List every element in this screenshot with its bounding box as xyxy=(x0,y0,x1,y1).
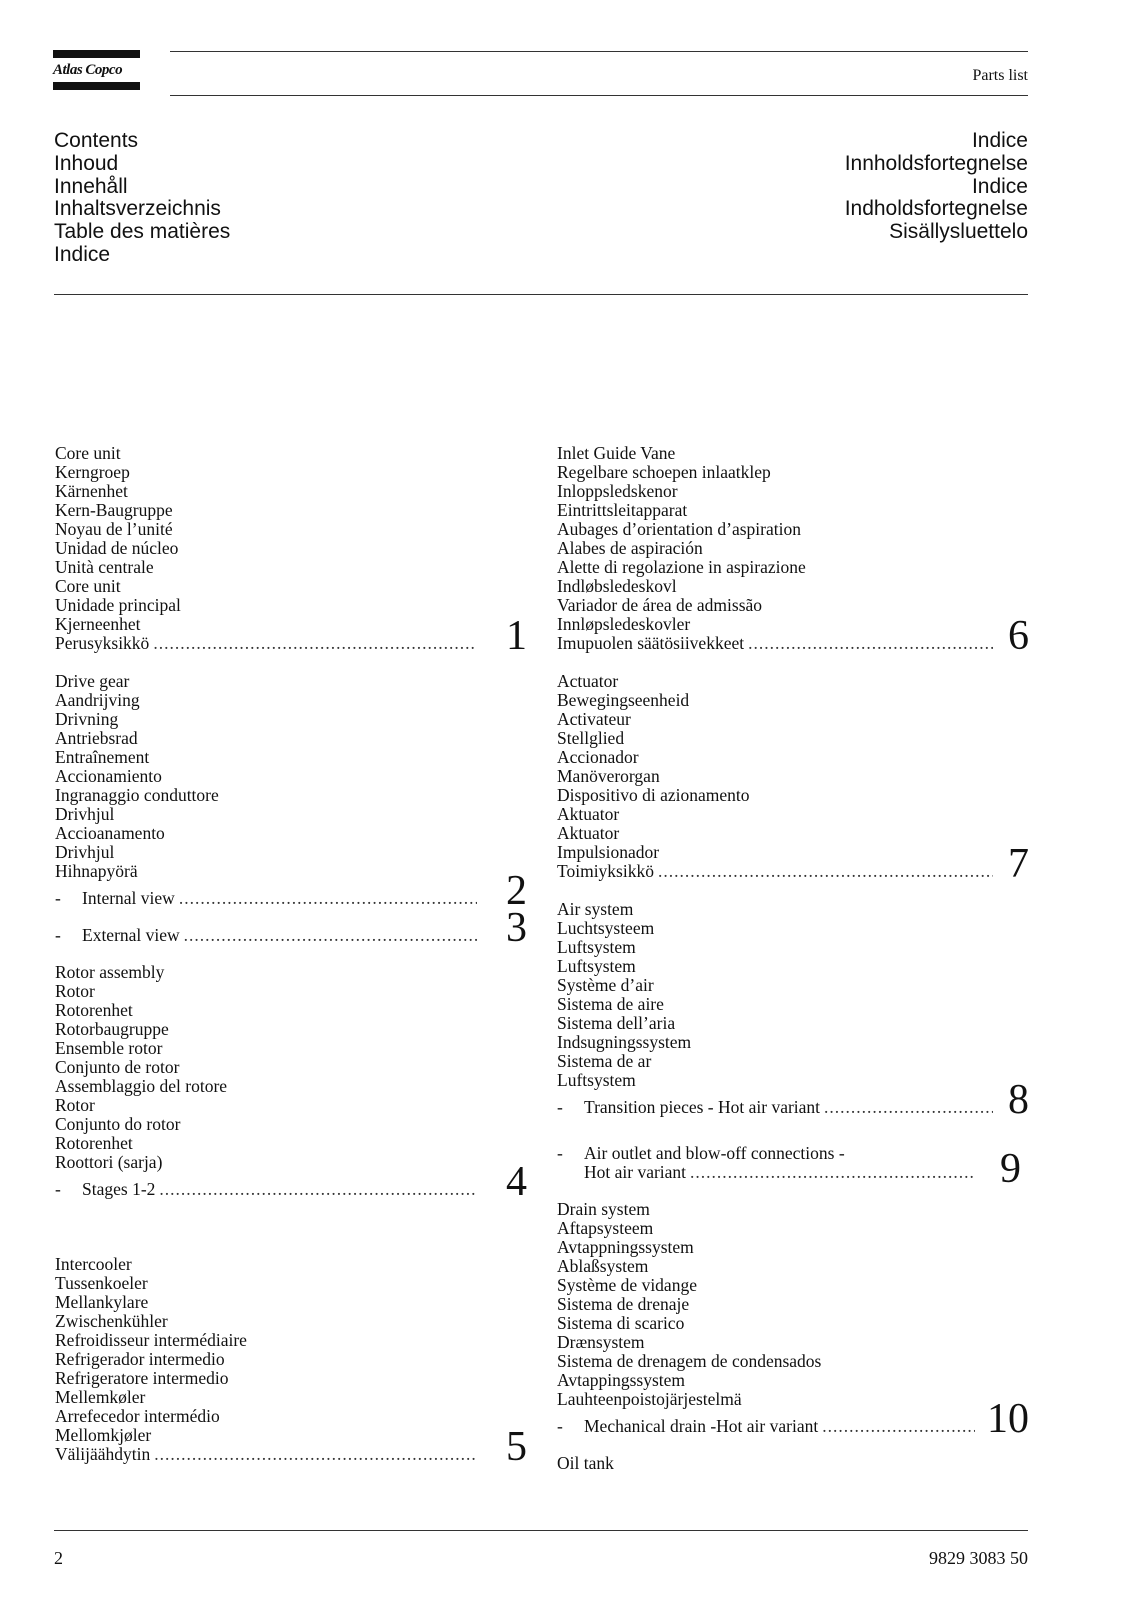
heading: Indice xyxy=(54,242,111,266)
toc-line: Hihnapyörä xyxy=(55,861,138,881)
toc-line: Système d’air xyxy=(557,975,654,995)
toc-line: Drivhjul xyxy=(55,804,115,824)
toc-line: Luftsystem xyxy=(557,956,636,976)
logo-text: Atlas Copco xyxy=(53,62,123,78)
toc-line: Rotor xyxy=(55,981,95,1001)
toc-line: Inlet Guide Vane xyxy=(557,443,676,463)
contents-headings-left xyxy=(54,130,230,267)
toc-line: Rotor assembly xyxy=(55,962,165,982)
toc-line: Aftapsysteem xyxy=(557,1218,654,1238)
dash: - xyxy=(55,925,61,945)
heading: Sisällysluettelo xyxy=(889,220,1028,244)
toc-line: Refrigeratore intermedio xyxy=(55,1368,229,1388)
footer-document-number: 9829 3083 50 xyxy=(929,1548,1028,1568)
toc-line: Système de vidange xyxy=(557,1275,697,1295)
toc-line: Luftsystem xyxy=(557,1070,636,1090)
toc-entry-inlet-guide-vane[interactable] xyxy=(557,443,1029,659)
contents-headings-right xyxy=(845,130,1028,244)
dot-leader xyxy=(658,862,993,881)
sub-label: Mechanical drain -Hot air variant xyxy=(584,1416,819,1436)
toc-line: Indløbsledeskovl xyxy=(557,576,677,596)
toc-entry-oil-tank[interactable] xyxy=(557,1454,1029,1473)
heading: Indice xyxy=(971,129,1028,152)
toc-line: Refrigerador intermedio xyxy=(55,1349,225,1369)
page-number: 3 xyxy=(506,905,527,951)
heading: Innehåll xyxy=(54,174,128,198)
toc-line xyxy=(557,1098,820,1117)
heading: Inhoud xyxy=(54,151,119,175)
toc-line xyxy=(55,1180,155,1199)
toc-line: Tussenkoeler xyxy=(55,1273,148,1293)
toc-line: Accioanamento xyxy=(55,823,165,843)
logo-bar-top xyxy=(53,50,140,58)
page-number: 2 xyxy=(506,868,527,914)
toc-line: Ablaßsystem xyxy=(557,1256,649,1276)
toc-leader-row xyxy=(55,634,477,653)
toc-line: Mellomkjøler xyxy=(55,1425,152,1445)
toc-line: Avtappingssystem xyxy=(557,1370,686,1390)
sub-label: External view xyxy=(82,925,180,945)
toc-entry-rotor-assembly[interactable] xyxy=(55,962,527,1205)
dot-leader xyxy=(153,634,477,653)
page-number: 8 xyxy=(1008,1077,1029,1123)
toc-line: Aktuator xyxy=(557,823,620,843)
sub-label: Stages 1-2 xyxy=(82,1179,156,1199)
dash: - xyxy=(55,1179,61,1199)
heading: Indholdsfortegnelse xyxy=(844,197,1028,221)
heading: Innholdsfortegnelse xyxy=(844,151,1028,175)
header-rule-bottom xyxy=(170,95,1028,96)
heading: Contents xyxy=(54,129,139,152)
sub-label: Internal view xyxy=(82,888,175,908)
toc-entry-drive-gear[interactable] xyxy=(55,671,527,951)
toc-line: Imupuolen säätösiivekkeet xyxy=(557,633,745,653)
toc-line: Lauhteenpoistojärjestelmä xyxy=(557,1389,742,1409)
toc-line: Arrefecedor intermédio xyxy=(55,1406,220,1426)
toc-line: Ensemble rotor xyxy=(55,1038,163,1058)
toc-line: Drive gear xyxy=(55,671,130,691)
toc-leader-row xyxy=(557,1417,975,1436)
toc-line: Alabes de aspiración xyxy=(557,538,703,558)
toc-line: Drænsystem xyxy=(557,1332,645,1352)
page-number: 9 xyxy=(1000,1146,1021,1192)
footer-page-number: 2 xyxy=(54,1548,63,1568)
heading: Inhaltsverzeichnis xyxy=(54,197,221,221)
toc-line: Innløpsledeskovler xyxy=(557,614,691,634)
dot-leader xyxy=(690,1163,973,1182)
dash: - xyxy=(557,1143,563,1163)
toc-line: Mellankylare xyxy=(55,1292,149,1312)
toc-leader-row xyxy=(55,1445,477,1464)
toc-line: Hot air variant xyxy=(584,1162,687,1182)
toc-entry-air-system[interactable] xyxy=(557,899,1029,1192)
toc-line: Aktuator xyxy=(557,804,620,824)
page-number: 1 xyxy=(506,613,527,659)
toc-line: Rotorbaugruppe xyxy=(55,1019,169,1039)
toc-line: Regelbare schoepen inlaatklep xyxy=(557,462,771,482)
toc-line: Ingranaggio conduttore xyxy=(55,785,219,805)
footer-rule xyxy=(54,1530,1028,1531)
toc-entry-actuator[interactable] xyxy=(557,671,1029,887)
toc-line xyxy=(557,1417,818,1436)
dot-leader xyxy=(154,1445,477,1464)
toc-leader-row xyxy=(55,889,477,908)
dot-leader xyxy=(822,1417,975,1436)
toc-line: Core unit xyxy=(55,576,121,596)
toc-line: Sistema de drenagem de condensados xyxy=(557,1351,822,1371)
toc-line: Toimiyksikkö xyxy=(557,861,654,881)
page-number: 4 xyxy=(506,1159,527,1205)
toc-line: Zwischenkühler xyxy=(55,1311,168,1331)
dash: - xyxy=(55,888,61,908)
toc-line: Mellemkøler xyxy=(55,1387,146,1407)
toc-line: Sistema di scarico xyxy=(557,1313,685,1333)
page-number: 7 xyxy=(1008,841,1029,887)
toc-line: Rotorenhet xyxy=(55,1000,133,1020)
toc-line: Indsugningssystem xyxy=(557,1032,692,1052)
toc-line: Noyau de l’unité xyxy=(55,519,173,539)
toc-line: Accionador xyxy=(557,747,639,767)
toc-column-left xyxy=(55,443,527,1470)
toc-line: Drivning xyxy=(55,709,119,729)
toc-line: Sistema dell’aria xyxy=(557,1013,676,1033)
toc-line: Perusyksikkö xyxy=(55,633,150,653)
toc-line: Drivhjul xyxy=(55,842,115,862)
toc-line: Kerngroep xyxy=(55,462,130,482)
toc-line: Kern-Baugruppe xyxy=(55,500,173,520)
toc-line: Assemblaggio del rotore xyxy=(55,1076,228,1096)
toc-line xyxy=(55,926,180,945)
toc-line: Rotorenhet xyxy=(55,1133,133,1153)
page-number: 5 xyxy=(506,1424,527,1470)
toc-entry-core-unit[interactable] xyxy=(55,443,527,659)
toc-line: Dispositivo di azionamento xyxy=(557,785,750,805)
toc-line: Unità centrale xyxy=(55,557,154,577)
toc-line: Kärnenhet xyxy=(55,481,128,501)
toc-line: Alette di regolazione in aspirazione xyxy=(557,557,806,577)
toc-line: Luchtsysteem xyxy=(557,918,655,938)
toc-line: Sistema de drenaje xyxy=(557,1294,690,1314)
toc-line: Unidade principal xyxy=(55,595,181,615)
toc-line: Oil tank xyxy=(557,1453,614,1473)
toc-line: Sistema de aire xyxy=(557,994,664,1014)
toc-line: Air system xyxy=(557,899,634,919)
toc-sub-entry-air-outlet[interactable] xyxy=(557,1143,1029,1192)
toc-line: Unidad de núcleo xyxy=(55,538,179,558)
toc-line: Roottori (sarja) xyxy=(55,1152,163,1172)
toc-line: Avtappningssystem xyxy=(557,1237,694,1257)
toc-leader-row xyxy=(557,862,993,881)
toc-leader-row xyxy=(557,634,993,653)
toc-line: Eintrittsleitapparat xyxy=(557,500,688,520)
toc-line: Accionamiento xyxy=(55,766,162,786)
toc-line: Impulsionador xyxy=(557,842,660,862)
toc-sub-entry-external-view[interactable] xyxy=(55,905,527,951)
toc-line: Conjunto de rotor xyxy=(55,1057,180,1077)
toc-line xyxy=(55,889,175,908)
toc-line: Aubages d’orientation d’aspiration xyxy=(557,519,801,539)
toc-line: Variador de área de admissão xyxy=(557,595,763,615)
toc-line: Stellglied xyxy=(557,728,625,748)
dash: - xyxy=(557,1097,563,1117)
dot-leader xyxy=(748,634,993,653)
toc-line: Actuator xyxy=(557,671,619,691)
logo-bar-bottom xyxy=(53,82,140,90)
dot-leader xyxy=(184,926,477,945)
toc-line xyxy=(557,1144,1029,1163)
toc-leader-row xyxy=(557,1098,993,1117)
toc-leader-row xyxy=(557,1163,973,1182)
toc-entry-drain-system[interactable] xyxy=(557,1199,1029,1442)
heading: Indice xyxy=(971,174,1028,198)
dash: - xyxy=(557,1416,563,1436)
header-rule-top xyxy=(170,51,1028,52)
heading: Table des matières xyxy=(54,220,231,244)
dot-leader xyxy=(159,1180,477,1199)
toc-column-right xyxy=(557,444,1029,1473)
toc-line: Drain system xyxy=(557,1199,650,1219)
toc-line: Inloppsledskenor xyxy=(557,481,678,501)
toc-leader-row xyxy=(55,926,477,945)
toc-line: Refroidisseur intermédiaire xyxy=(55,1330,247,1350)
toc-line: Core unit xyxy=(55,443,121,463)
toc-line: Conjunto do rotor xyxy=(55,1114,181,1134)
toc-line: Välijäähdytin xyxy=(55,1444,151,1464)
toc-line: Intercooler xyxy=(55,1254,132,1274)
page-number: 6 xyxy=(1008,613,1029,659)
toc-leader-row xyxy=(55,1180,477,1199)
toc-line: Entraînement xyxy=(55,747,150,767)
toc-line: Aandrijving xyxy=(55,690,140,710)
toc-line: Luftsystem xyxy=(557,937,636,957)
toc-line: Sistema de ar xyxy=(557,1051,652,1071)
toc-line: Activateur xyxy=(557,709,631,729)
contents-divider xyxy=(54,294,1028,295)
toc-line: Bewegingseenheid xyxy=(557,690,690,710)
sub-label: Transition pieces - Hot air variant xyxy=(584,1097,821,1117)
header-label: Parts list xyxy=(972,67,1028,84)
toc-line: Kjerneenhet xyxy=(55,614,141,634)
dot-leader xyxy=(179,889,477,908)
toc-line: Antriebsrad xyxy=(55,728,138,748)
dot-leader xyxy=(824,1098,993,1117)
page-number: 10 xyxy=(987,1396,1029,1442)
toc-entry-intercooler[interactable] xyxy=(55,1254,527,1470)
toc-line: Rotor xyxy=(55,1095,95,1115)
toc-line: Manöverorgan xyxy=(557,766,660,786)
sub-label: Air outlet and blow-off connections - xyxy=(584,1143,845,1163)
